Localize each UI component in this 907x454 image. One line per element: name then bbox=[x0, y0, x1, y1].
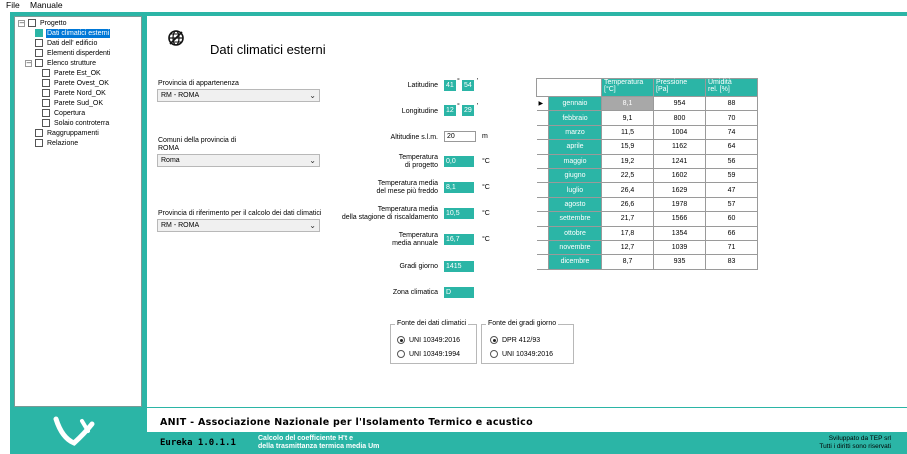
tree-item-label: Parete Ovest_OK bbox=[54, 80, 109, 87]
temp-cell[interactable]: 26,4 bbox=[602, 183, 654, 197]
month-cell: dicembre bbox=[549, 255, 602, 269]
table-row[interactable] bbox=[537, 168, 758, 182]
temp-cell[interactable]: 26,6 bbox=[602, 197, 654, 211]
tree-checkbox[interactable] bbox=[28, 19, 36, 27]
tree-item-label: Copertura bbox=[54, 110, 86, 117]
radio-unselected-icon[interactable] bbox=[397, 350, 405, 358]
menu-file[interactable]: File bbox=[6, 0, 20, 10]
gradi-value: 1415 bbox=[444, 261, 474, 272]
latitudine-label: Latitudine bbox=[407, 82, 438, 89]
row-indicator-icon: ▶ bbox=[537, 97, 549, 111]
table-row[interactable] bbox=[537, 111, 758, 125]
month-cell: aprile bbox=[549, 140, 602, 154]
row-header bbox=[537, 240, 549, 254]
zona-label: Zona climatica bbox=[392, 289, 438, 296]
temp-cell[interactable]: 8,1 bbox=[602, 97, 654, 111]
row-header bbox=[537, 226, 549, 240]
rh-cell[interactable]: 88 bbox=[706, 97, 758, 111]
month-cell: ottobre bbox=[549, 226, 602, 240]
month-cell: luglio bbox=[549, 183, 602, 197]
month-cell: novembre bbox=[549, 240, 602, 254]
tprog-value: 0,0 bbox=[444, 156, 474, 167]
comuni-label-line2: ROMA bbox=[158, 145, 179, 152]
rh-header: Umidità rel. [%] bbox=[706, 79, 758, 97]
row-header bbox=[537, 125, 549, 139]
table-row[interactable] bbox=[537, 226, 758, 240]
anit-logo-icon bbox=[52, 416, 98, 446]
comuni-select[interactable] bbox=[157, 154, 320, 167]
tree-item-label: Parete Nord_OK bbox=[54, 90, 106, 97]
chevron-down-icon[interactable]: ⌄ bbox=[309, 221, 316, 230]
altitudine-input[interactable]: 20 bbox=[444, 131, 476, 142]
row-header bbox=[537, 183, 549, 197]
row-header bbox=[537, 168, 549, 182]
press-cell[interactable]: 1629 bbox=[654, 183, 706, 197]
tree-item-label: Relazione bbox=[47, 140, 79, 147]
press-cell[interactable]: 800 bbox=[654, 111, 706, 125]
collapse-icon[interactable]: − bbox=[19, 19, 25, 27]
table-row[interactable] bbox=[537, 255, 758, 269]
tree-item-label: Elementi disperdenti bbox=[47, 50, 111, 57]
footer-logo-area bbox=[10, 408, 146, 454]
table-row[interactable] bbox=[537, 240, 758, 254]
tree-checkbox[interactable] bbox=[35, 139, 43, 147]
trisc-label-line1: Temperatura media bbox=[377, 206, 438, 213]
table-row[interactable] bbox=[537, 97, 758, 111]
temp-unit: °C bbox=[482, 210, 490, 217]
provincia-label: Provincia di appartenenza bbox=[158, 80, 239, 87]
trisc-value: 10,5 bbox=[444, 208, 474, 219]
temp-cell[interactable]: 9,1 bbox=[602, 111, 654, 125]
month-cell: giugno bbox=[549, 168, 602, 182]
temp-cell[interactable]: 22,5 bbox=[602, 168, 654, 182]
press-cell[interactable]: 935 bbox=[654, 255, 706, 269]
month-cell: gennaio bbox=[549, 97, 602, 111]
month-cell: settembre bbox=[549, 212, 602, 226]
tree-checkbox[interactable] bbox=[42, 89, 50, 97]
min-mark: ' bbox=[477, 78, 479, 85]
temp-cell[interactable]: 12,7 bbox=[602, 240, 654, 254]
credits bbox=[819, 435, 891, 451]
rh-cell[interactable]: 56 bbox=[706, 154, 758, 168]
tree-item-label: Parete Est_OK bbox=[54, 70, 101, 77]
rh-cell[interactable]: 74 bbox=[706, 125, 758, 139]
press-cell[interactable]: 1978 bbox=[654, 197, 706, 211]
row-header-corner bbox=[537, 79, 549, 97]
radio-selected-icon[interactable] bbox=[397, 336, 405, 344]
project-tree[interactable] bbox=[14, 16, 142, 407]
tree-checkbox[interactable] bbox=[35, 49, 43, 57]
tree-item-label: Raggruppamenti bbox=[47, 130, 99, 137]
globe-icon bbox=[167, 29, 185, 47]
provincia-select[interactable] bbox=[157, 89, 320, 102]
tree-checkbox[interactable] bbox=[35, 59, 43, 67]
lat-min-value: 54 bbox=[462, 80, 474, 91]
collapse-icon[interactable]: − bbox=[26, 59, 32, 67]
temp-unit: °C bbox=[482, 158, 490, 165]
deg-mark: ° bbox=[457, 78, 460, 85]
trisc-label bbox=[330, 206, 438, 222]
riferimento-select[interactable] bbox=[157, 219, 320, 232]
menu-bar bbox=[0, 0, 907, 12]
radio-label: UNI 10349:2016 bbox=[409, 337, 460, 344]
deg-mark: ° bbox=[457, 103, 460, 110]
press-cell[interactable]: 1039 bbox=[654, 240, 706, 254]
month-cell: febbraio bbox=[549, 111, 602, 125]
tree-item-label: Dati climatici esterni bbox=[47, 30, 110, 37]
radio-unselected-icon[interactable] bbox=[490, 350, 498, 358]
temp-cell[interactable]: 8,7 bbox=[602, 255, 654, 269]
rh-cell[interactable]: 59 bbox=[706, 168, 758, 182]
tree-checkbox[interactable] bbox=[42, 79, 50, 87]
riferimento-value: RM - ROMA bbox=[161, 222, 200, 229]
tree-checkbox[interactable] bbox=[35, 129, 43, 137]
tann-label-line2: media annuale bbox=[392, 240, 438, 247]
credits-line1: Sviluppato da TEP srl bbox=[828, 435, 891, 442]
tfreddo-label-line1: Temperatura media bbox=[377, 180, 438, 187]
provincia-value: RM - ROMA bbox=[161, 92, 200, 99]
radio-label: DPR 412/93 bbox=[502, 337, 541, 344]
rh-cell[interactable]: 64 bbox=[706, 140, 758, 154]
radio-selected-icon[interactable] bbox=[490, 336, 498, 344]
tfreddo-label-line2: del mese più freddo bbox=[376, 188, 438, 195]
association-title: ANIT - Associazione Nazionale per l'Isolamento Termico e acustico bbox=[160, 417, 533, 428]
tree-item-label: Elenco strutture bbox=[47, 60, 97, 67]
trisc-label-line2: della stagione di riscaldamento bbox=[341, 214, 438, 221]
month-header bbox=[549, 79, 602, 97]
tree-checkbox[interactable] bbox=[42, 69, 50, 77]
table-row[interactable] bbox=[537, 212, 758, 226]
tree-checkbox[interactable] bbox=[35, 29, 43, 37]
row-header bbox=[537, 154, 549, 168]
comuni-label-line1: Comuni della provincia di bbox=[158, 137, 237, 144]
month-cell: agosto bbox=[549, 197, 602, 211]
lat-deg-value: 41 bbox=[444, 80, 456, 91]
riferimento-label: Provincia di riferimento per il calcolo dei dati climatici bbox=[158, 210, 322, 217]
press-cell[interactable]: 1602 bbox=[654, 168, 706, 182]
rh-cell[interactable]: 57 bbox=[706, 197, 758, 211]
tprog-label-line2: di progetto bbox=[404, 162, 438, 169]
tprog-label bbox=[350, 154, 438, 170]
table-header-row bbox=[537, 79, 758, 97]
temp-unit: °C bbox=[482, 184, 490, 191]
tfreddo-value: 8,1 bbox=[444, 182, 474, 193]
fonte-climatici-title: Fonte dei dati climatici bbox=[397, 320, 467, 327]
row-header bbox=[537, 197, 549, 211]
fonte-gradi-group bbox=[481, 320, 574, 364]
tann-value: 16,7 bbox=[444, 234, 474, 245]
app-subtitle-line1: Calcolo del coefficiente H't e bbox=[258, 435, 354, 442]
rh-cell[interactable]: 60 bbox=[706, 212, 758, 226]
press-cell[interactable]: 1354 bbox=[654, 226, 706, 240]
rh-cell[interactable]: 71 bbox=[706, 240, 758, 254]
longitudine-label: Longitudine bbox=[401, 108, 438, 115]
tprog-label-line1: Temperatura bbox=[398, 154, 438, 161]
temp-cell[interactable]: 15,9 bbox=[602, 140, 654, 154]
altitudine-label: Altitudine s.l.m. bbox=[390, 134, 438, 141]
temp-header: Temperatura [°C] bbox=[602, 79, 654, 97]
month-cell: marzo bbox=[549, 125, 602, 139]
chevron-down-icon[interactable]: ⌄ bbox=[309, 156, 316, 165]
altitudine-unit: m bbox=[482, 133, 488, 140]
fonte-gradi-title: Fonte dei gradi giorno bbox=[488, 320, 557, 327]
comuni-value: Roma bbox=[161, 157, 180, 164]
press-cell[interactable]: 1241 bbox=[654, 154, 706, 168]
month-cell: maggio bbox=[549, 154, 602, 168]
rh-cell[interactable]: 47 bbox=[706, 183, 758, 197]
press-cell[interactable]: 1004 bbox=[654, 125, 706, 139]
page-title: Dati climatici esterni bbox=[210, 42, 326, 57]
row-header bbox=[537, 255, 549, 269]
table-row[interactable] bbox=[537, 183, 758, 197]
lon-min-value: 29 bbox=[462, 105, 474, 116]
radio-label: UNI 10349:1994 bbox=[409, 351, 460, 358]
rh-cell[interactable]: 83 bbox=[706, 255, 758, 269]
press-cell[interactable]: 954 bbox=[654, 97, 706, 111]
temp-cell[interactable]: 17,8 bbox=[602, 226, 654, 240]
temp-cell[interactable]: 21,7 bbox=[602, 212, 654, 226]
temp-cell[interactable]: 19,2 bbox=[602, 154, 654, 168]
tree-item-label: Dati dell' edificio bbox=[47, 40, 98, 47]
chevron-down-icon[interactable]: ⌄ bbox=[309, 91, 316, 100]
press-cell[interactable]: 1162 bbox=[654, 140, 706, 154]
lon-deg-value: 12 bbox=[444, 105, 456, 116]
tree-checkbox[interactable] bbox=[42, 109, 50, 117]
tree-item-label: Parete Sud_OK bbox=[54, 100, 104, 107]
app-subtitle bbox=[258, 435, 379, 451]
fonte-climatici-group bbox=[390, 320, 477, 364]
row-header bbox=[537, 140, 549, 154]
tree-checkbox[interactable] bbox=[42, 99, 50, 107]
table-row[interactable] bbox=[537, 125, 758, 139]
tree-checkbox[interactable] bbox=[42, 119, 50, 127]
app-subtitle-line2: della trasmittanza termica media Um bbox=[258, 443, 380, 450]
tree-item-label: Progetto bbox=[40, 20, 67, 27]
tann-label bbox=[350, 232, 438, 248]
temp-cell[interactable]: 11,5 bbox=[602, 125, 654, 139]
menu-manuale[interactable]: Manuale bbox=[30, 0, 63, 10]
row-header bbox=[537, 111, 549, 125]
radio-label: UNI 10349:2016 bbox=[502, 351, 553, 358]
gradi-label: Gradi giorno bbox=[399, 263, 438, 270]
min-mark: ' bbox=[477, 103, 479, 110]
press-header: Pressione [Pa] bbox=[654, 79, 706, 97]
row-header bbox=[537, 212, 549, 226]
rh-cell[interactable]: 66 bbox=[706, 226, 758, 240]
tree-item-label: Solaio controterra bbox=[54, 120, 110, 127]
credits-line2: Tutti i diritti sono riservati bbox=[819, 443, 891, 450]
table-row[interactable] bbox=[537, 154, 758, 168]
press-cell[interactable]: 1566 bbox=[654, 212, 706, 226]
rh-cell[interactable]: 70 bbox=[706, 111, 758, 125]
tann-label-line1: Temperatura bbox=[398, 232, 438, 239]
zona-value: D bbox=[444, 287, 474, 298]
tfreddo-label bbox=[340, 180, 438, 196]
table-row[interactable] bbox=[537, 140, 758, 154]
tree-checkbox[interactable] bbox=[35, 39, 43, 47]
climate-table[interactable] bbox=[536, 78, 758, 270]
temp-unit: °C bbox=[482, 236, 490, 243]
table-row[interactable] bbox=[537, 197, 758, 211]
comuni-label bbox=[158, 137, 236, 153]
app-version: Eureka 1.0.1.1 bbox=[160, 438, 236, 448]
